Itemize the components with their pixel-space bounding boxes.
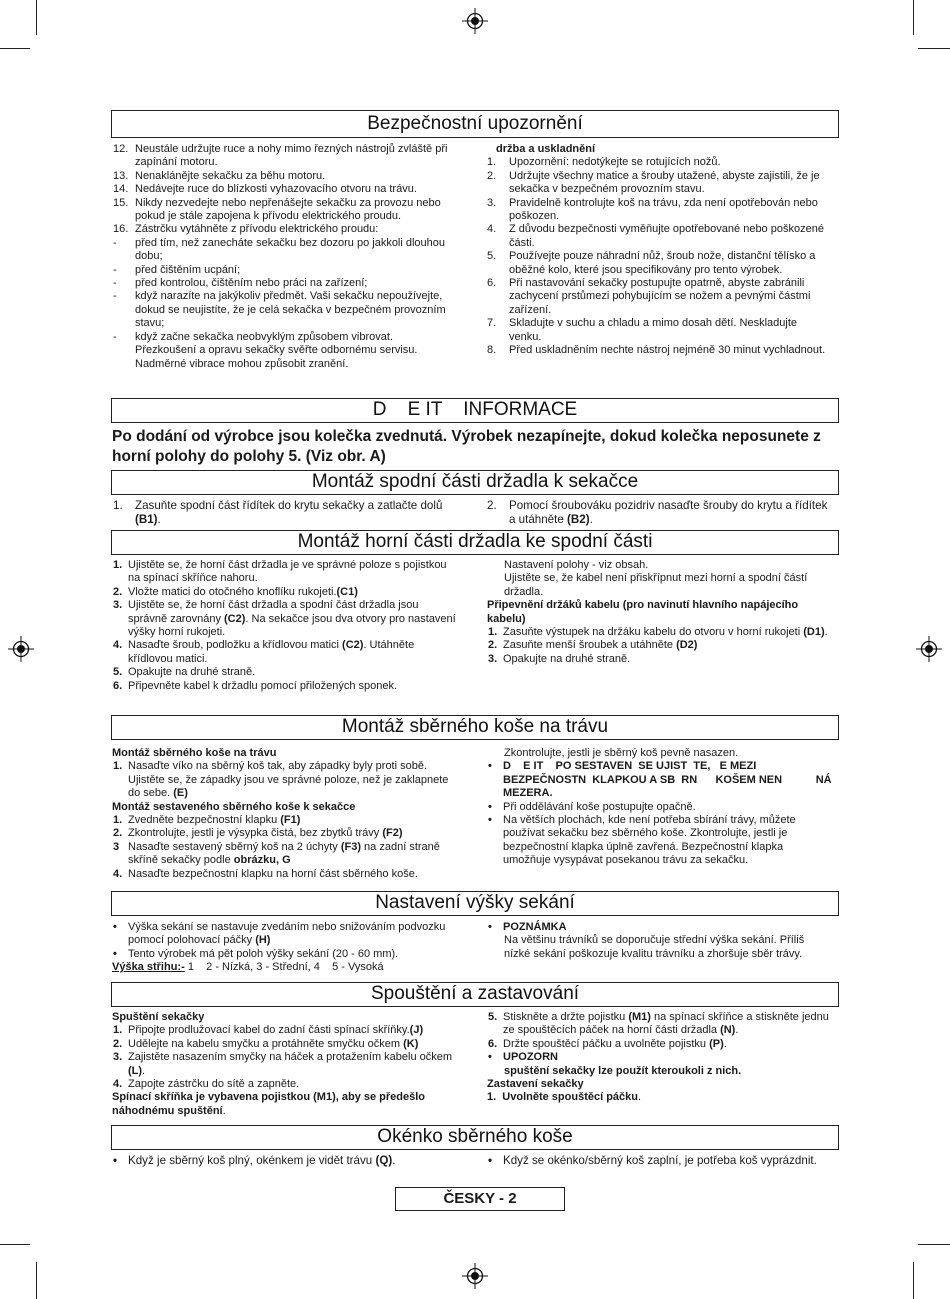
list-item: 4. Z důvodu bezpečnosti vyměňujte opotřebované nebo poškozené části. [487,223,824,249]
list-item: 1. Upozornění: nedotýkejte se rotujících nožů. [487,156,721,169]
registration-mark-icon [916,636,942,662]
list-item: 1. Ujistěte se, že horní část držadla je ve správné poloze s pojistkou na spínací skříňce nahoru. [113,559,447,585]
warning-text: spuštění sekačky lze použít kteroukoli z nich. [504,1064,742,1077]
list-item: 7. Skladujte v suchu a chladu a mimo dosah dětí. Neskladujte venku. [487,317,797,343]
cutting-height-right [487,921,832,961]
list-item: • Na větších plochách, kde není potřeba sbírání trávy, můžete používat sekačku bez sběrného koše. Zkontrolujte, jestli je bezpečnostní klapka úplně zavřená. Bezpečnostní klapka umožňuje vysypávat posekanou trávu za sekačku. [488,814,796,867]
note-label: • POZNÁMKA [488,921,567,933]
registration-mark-icon [462,8,488,34]
safety-left-column [112,143,457,371]
start-heading: Spuštění sekačky [112,1011,205,1023]
lower-handle-title: Montáž spodní části držadla k sekačce [111,470,839,495]
crop-mark [913,1262,914,1299]
list-item: • Tento výrobek má pět poloh výšky sekání (20 - 60 mm). [113,947,399,960]
list-item: 14. Nedávejte ruce do blízkosti vyhazovacího otvoru na trávu. [113,183,417,196]
list-item: 5. Používejte pouze náhradní nůž, šroub nože, distanční tělísko a oběžné kolo, které jsou specifikovány pro tento výrobek. [487,250,816,276]
list-item: 4. Zapojte zástrčku do sítě a zapněte. [113,1078,300,1091]
stop-item: 1. Uvolněte spouštěcí páčku. [487,1091,642,1104]
list-item: 2. Zkontrolujte, jestli je výsypka čistá, bez zbytků trávy (F2) [113,827,403,840]
list-item: 8. Před uskladněním nechte nástroj nejméně 30 minut vychladnout. [487,344,826,357]
maintenance-heading: držba a uskladnění [496,143,596,155]
list-item: 2. Udělejte na kabelu smyčku a protáhněte smyčku očkem (K) [113,1037,419,1050]
list-item: 3. Opakujte na druhé straně. [488,652,631,665]
list-item: 1. Zasuňte spodní část řídítek do krytu sekačky a zatlačte dolů (B1). [113,499,443,526]
safety-title: Bezpečnostní upozornění [111,110,839,138]
grass-box-left [112,747,462,881]
list-item: 6. Připevněte kabel k držadlu pomocí přiložených sponek. [113,679,398,692]
list-item: 1. Nasaďte víko na sběrný koš tak, aby západky byly proti sobě. Ujistěte se, že západky jsou ve správné poloze, než je zaklapnete do sebe. (E) [113,760,449,800]
crop-mark [0,1244,30,1245]
start-stop-right [487,1011,832,1105]
crop-mark [918,1244,950,1245]
delivery-warning: Po dodání od výrobce jsou kolečka zvednutá. Výrobek nezapínejte, dokud kolečka neposunete z horní polohy do polohy 5. (Viz obr. A) [112,428,821,465]
list-item: 3 Nasaďte sestavený sběrný koš na 2 úchyty (F3) na zadní straně skříně sekačky podle obrázku, G [113,840,440,867]
list-item: • Když je sběrný koš plný, okénkem je vidět trávu (Q). [113,1154,396,1167]
crop-mark [918,48,950,49]
window-left [112,1154,462,1168]
list-item: 3. Zajistěte nasazením smyčky na háček a protažením kabelu očkem (L). [113,1051,453,1077]
list-item: 1. Zasuňte výstupek na držáku kabelu do otvoru v horní rukojeti (D1). [488,626,828,639]
grass-box-right [487,747,835,868]
window-right [487,1154,837,1168]
lockout-note: Spínací skříňka je vybavena pojistkou (M1), aby se předešlo náhodnému spuštění. [112,1091,426,1117]
list-item: 1. Připojte prodlužovací kabel do zadní části spínací skříňky.(J) [113,1024,424,1037]
box-assembly-heading: Montáž sběrného koše na trávu [112,747,277,759]
list-item: 5. Stiskněte a držte pojistku (M1) na spínací skříňce a stiskněte jednu ze spouštěcích páček na horní části držadla (N). [488,1011,829,1037]
start-stop-left [112,1011,462,1118]
list-item: 4. Nasaďte bezpečnostní klapku na horní část sběrného koše. [113,867,418,880]
list-item: - před tím, než zanecháte sekačku bez dozoru po jakkoli dlouhou dobu; [113,236,446,263]
stop-heading: Zastavení sekačky [487,1078,584,1091]
cutting-height-title: Nastavení výšky sekání [111,891,839,916]
box-mount-heading: Montáž sestaveného sběrného koše k sekačce [112,800,356,813]
warning-label: • UPOZORN [488,1051,558,1064]
list-item: 3. Ujistěte se, že horní část držadla a spodní část držadla jsou správně zarovnány (C2). Na sekačce jsou dva otvory pro nastavení výšky horní rukojeti. [113,599,456,639]
list-item: - když začne sekačka neobvyklým způsobem vibrovat. Přezkoušení a opravu sekačky svěřte odbornému servisu. Nadměrné vibrace mohou způsobit zranění. [113,330,418,370]
crop-mark [36,0,37,35]
list-item: - když narazíte na jakýkoliv předmět. Vaši sekačku nepoužívejte, dokud se neujistíte, že je celá sekačka v bezpečném provozním stavu; [113,290,446,330]
crop-mark [36,1262,37,1299]
cable-holder-heading: Připevnění držáků kabelu (pro navinutí hlavního napájecího kabelu) [487,599,799,625]
note-text: Na většinu trávníků se doporučuje střední výška sekání. Příliš nízké sekání poškozuje kvalitu trávníku a zhoršuje sběr trávy. [504,934,805,960]
list-item: 15. Nikdy nezvedejte nebo nepřenášejte sekačku za provozu nebo pokud je stále zapojena k přívodu elektrického proudu. [113,196,441,223]
window-title: Okénko sběrného koše [111,1125,839,1150]
lower-handle-right [486,499,831,526]
cable-note: Ujistěte se, že kabel není přiskřípnut mezi horní a spodní částí držadla. [504,572,808,598]
list-item: 6. Držte spouštěcí páčku a uvolněte pojistku (P). [488,1037,727,1050]
list-item: • Výška sekání se nastavuje zvedáním nebo snižováním podvozku pomocí polohovací páčky (H) [113,921,446,947]
registration-mark-icon [462,1263,488,1289]
upper-handle-right [487,559,832,666]
list-item: • Při oddělávání koše postupujte opačně. [488,800,696,813]
crop-mark [0,48,30,49]
registration-mark-icon [8,636,34,662]
list-item: 13. Nenaklánějte sekačku za běhu motoru. [113,169,326,182]
list-item: 2. Udržujte všechny matice a šrouby utažené, abyste zajistili, že je sekačka v bezpečném provozním stavu. [487,169,820,196]
height-levels: Výška střihu:- 1 2 - Nízká, 3 - Střední, 4 5 - Vysoká [112,961,384,974]
position-note: Nastavení polohy - viz obsah. [504,559,649,571]
upper-handle-title: Montáž horní části držadla ke spodní části [111,530,839,555]
list-item: 6. Při nastavování sekačky postupujte opatrně, abyste zabránili zachycení prstůmezi pohybujícím se nožem a pevnými částmi zařízení. [487,277,811,316]
list-item: 5. Opakujte na druhé straně. [113,666,256,679]
lower-handle-left [112,499,457,526]
list-item: 1. Zvedněte bezpečnostní klapku (F1) [113,814,301,827]
crop-mark [913,0,914,35]
list-item: 4. Nasaďte šroub, podložku a křídlovou matici (C2). Utáhněte křídlovou matici. [113,639,415,665]
box-check-note: Zkontrolujte, jestli je sběrný koš pevně nasazen. [504,747,739,759]
list-item: 3. Pravidelně kontrolujte koš na trávu, zda není opotřebován nebo poškozen. [487,196,818,223]
list-item: - před kontrolou, čištěním nebo práci na zařízení; [113,277,368,290]
list-item: 2. Vložte matici do otočného knoflíku rukojeti.(C1) [113,585,358,598]
grass-box-title: Montáž sběrného koše na trávu [111,715,839,740]
safety-right-column [486,143,831,358]
list-item: • Když se okénko/sběrný koš zaplní, je potřeba koš vyprázdnit. [488,1154,817,1167]
list-item: 12. Neustále udržujte ruce a nohy mimo řezných nástrojů zvláště při zapínání motoru. [113,143,448,169]
cutting-height-left [112,921,462,975]
start-stop-title: Spouštění a zastavování [111,982,839,1007]
page-label: ČESKY - 2 [395,1187,565,1211]
list-item: 2. Pomocí šroubováku pozidriv nasaďte šrouby do krytu a řídítek a utáhněte (B2). [487,499,828,526]
upper-handle-left [112,559,457,693]
info-title: D E IT INFORMACE [111,398,839,423]
list-item: • D E IT PO SESTAVEN SE UJIST TE, E MEZI BEZPEČNOSTN KLAPKOU A SB RN KOŠEM NEN NÁ MEZERA. [488,760,835,800]
list-item: - před čištěním ucpání; [113,263,241,276]
list-item: 16. Zástrčku vytáhněte z přívodu elektrického proudu: [113,223,379,236]
list-item: 2. Zasuňte menší šroubek a utáhněte (D2) [488,639,698,652]
